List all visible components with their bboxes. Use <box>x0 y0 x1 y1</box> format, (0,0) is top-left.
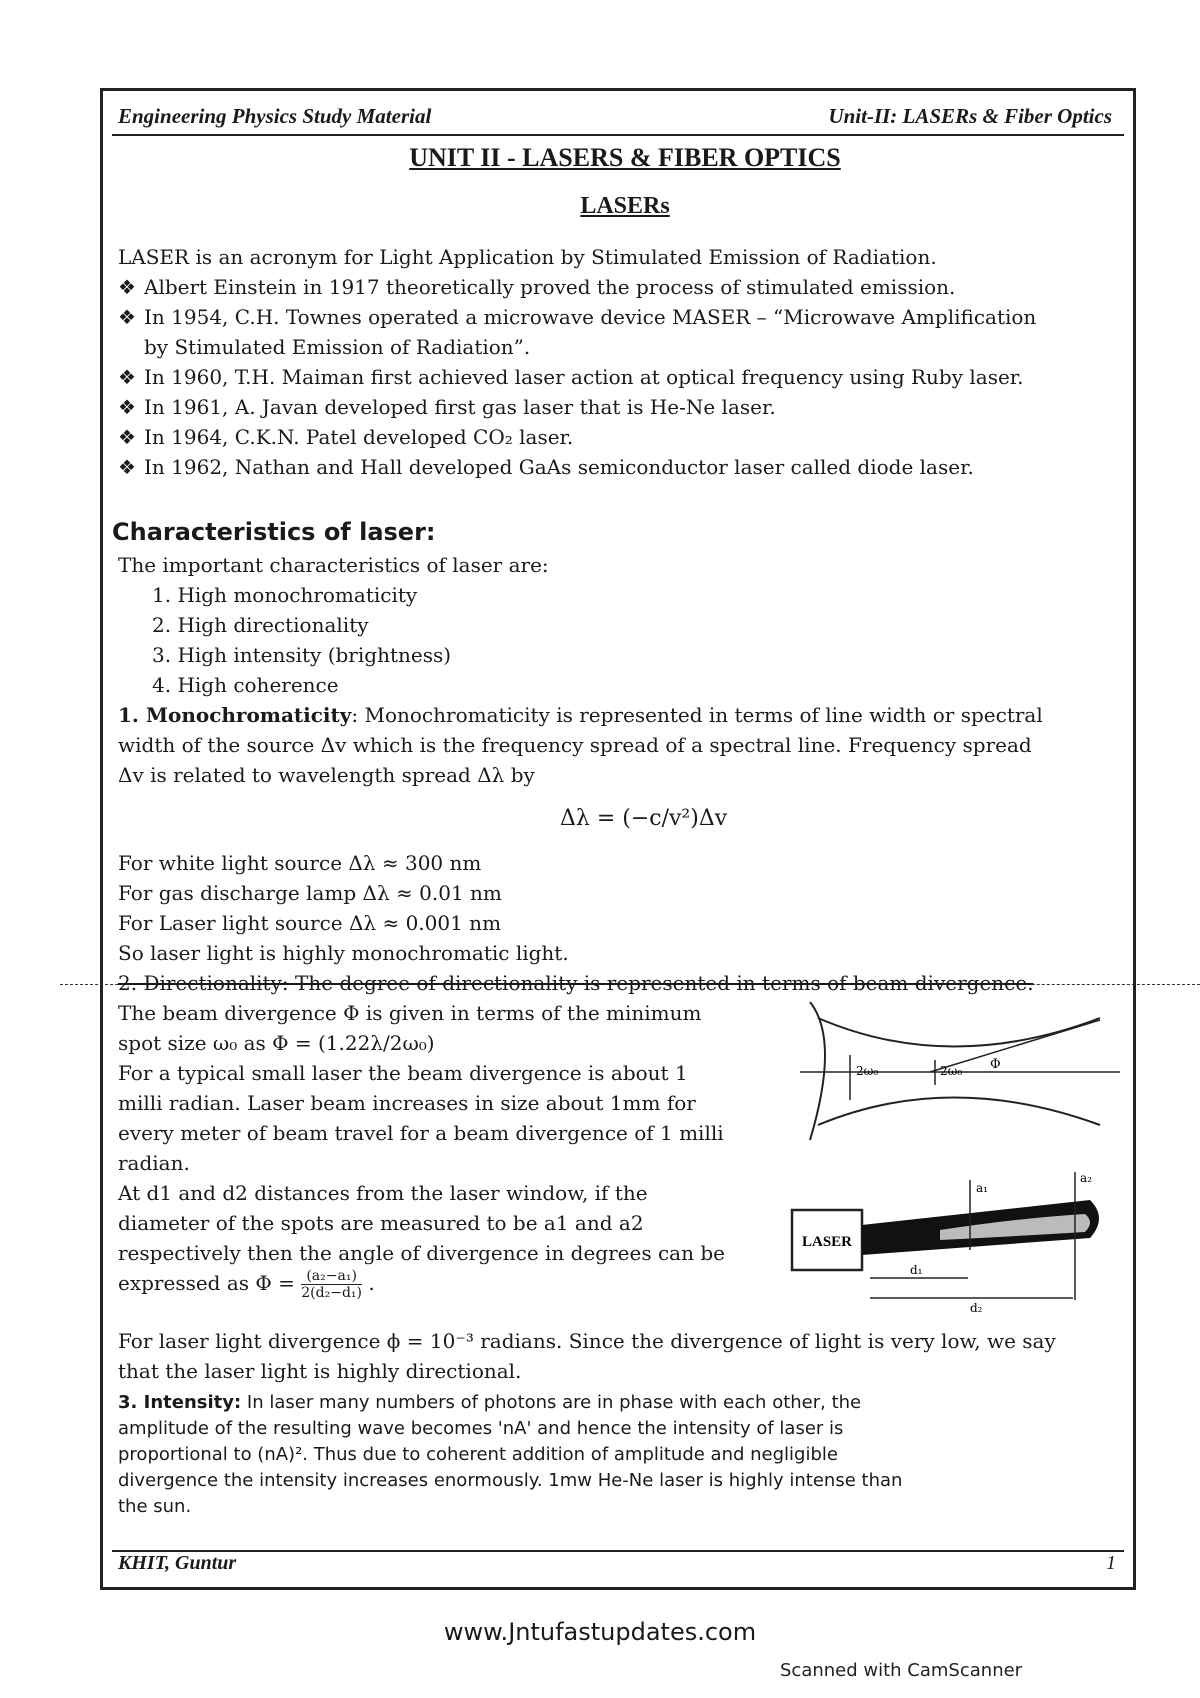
mono-formula: Δλ = (−c/v²)Δv <box>560 806 728 831</box>
divergence-note <box>118 1326 1128 1386</box>
direction-line: For a typical small laser the beam divergence is about 1 <box>118 1061 688 1085</box>
mono-values <box>118 848 1128 968</box>
header-right: Unit-II: LASERs & Fiber Optics <box>828 104 1112 128</box>
a1-label: a₁ <box>976 1181 988 1195</box>
d1-label: d₁ <box>910 1263 923 1277</box>
divergence-expression: expressed as Φ = $\frac{\text{(a₂−a₁)}}{\text{2(d₂−d₁)}}$ . <box>118 1268 375 1301</box>
spot-label: 2ω₀ <box>940 1064 963 1078</box>
bullet-5: ❖ In 1964, C.K.N. Patel developed CO₂ laser. <box>118 422 1128 452</box>
section-title: LASERs <box>580 193 670 219</box>
divergence-angle-label: Φ <box>990 1057 1001 1072</box>
characteristics-heading: Characteristics of laser: <box>112 518 436 546</box>
page-number: 1 <box>1106 1552 1116 1574</box>
characteristics-block <box>118 550 1128 790</box>
bullet-4: ❖ In 1961, A. Javan developed first gas laser that is He-Ne laser. <box>118 392 1128 422</box>
intensity-line: divergence the intensity increases enormously. 1mw He-Ne laser is highly intense than <box>118 1470 903 1491</box>
laser-box-label: LASER <box>802 1234 853 1250</box>
intensity-block <box>118 1390 1128 1520</box>
direction-line: spot size ω₀ as Φ = (1.22λ/2ω₀) <box>118 1031 435 1055</box>
direction-line: The beam divergence Φ is given in terms of the minimum <box>118 1001 702 1025</box>
mono-line-1: 1. Monochromaticity: Monochromaticity is represented in terms of line width or spectral <box>118 703 1043 727</box>
intro-block <box>118 242 1128 482</box>
spot-label: 2ω₀ <box>856 1064 879 1078</box>
beam-divergence-figure <box>800 1000 1120 1160</box>
bullet-2-continued: by Stimulated Emission of Radiation”. <box>144 335 531 359</box>
direction-line: milli radian. Laser beam increases in size about 1mm for <box>118 1091 696 1115</box>
header-left: Engineering Physics Study Material <box>118 104 432 128</box>
scanner-watermark: Scanned with CamScanner <box>780 1660 1023 1681</box>
direction-line: respectively then the angle of divergence in degrees can be <box>118 1241 725 1265</box>
bullet-2: ❖ In 1954, C.H. Townes operated a microwave device MASER – “Microwave Amplification <box>118 302 1128 332</box>
value-line: For Laser light source Δλ ≈ 0.001 nm <box>118 911 502 935</box>
list-item: 2. High directionality <box>152 613 369 637</box>
intensity-label: 3. Intensity: <box>118 1392 242 1413</box>
header-rule <box>112 134 1124 136</box>
list-item: 3. High intensity (brightness) <box>152 643 452 667</box>
value-line: For white light source Δλ ≈ 300 nm <box>118 851 482 875</box>
a2-label: a₂ <box>1080 1171 1092 1185</box>
mono-label: 1. Monochromaticity <box>118 703 352 727</box>
bullet-icon: ❖ <box>118 365 136 389</box>
intensity-line: the sun. <box>118 1496 192 1517</box>
divergence-line: For laser light divergence ϕ = 10⁻³ radians. Since the divergence of light is very low, we say <box>118 1329 1056 1353</box>
bullet-3: ❖ In 1960, T.H. Maiman first achieved laser action at optical frequency using Ruby laser. <box>118 362 1128 392</box>
characteristics-lead: The important characteristics of laser are: <box>118 553 549 577</box>
value-line: So laser light is highly monochromatic light. <box>118 941 569 965</box>
bullet-icon: ❖ <box>118 305 136 329</box>
direction-block <box>118 998 798 1301</box>
direction-line: At d1 and d2 distances from the laser window, if the <box>118 1181 648 1205</box>
footer-left: KHIT, Guntur <box>118 1552 237 1574</box>
intro-line: LASER is an acronym for Light Application by Stimulated Emission of Radiation. <box>118 245 937 269</box>
value-line: For gas discharge lamp Δλ ≈ 0.01 nm <box>118 881 502 905</box>
direction-heading: 2. Directionality: The degree of directionality is represented in terms of beam divergence. <box>118 971 1034 995</box>
direction-line: radian. <box>118 1151 190 1175</box>
list-item: 4. High coherence <box>152 673 339 697</box>
website-link[interactable]: www.Jntufastupdates.com <box>443 1618 757 1646</box>
laser-spot-figure <box>790 1170 1120 1320</box>
bullet-icon: ❖ <box>118 275 136 299</box>
bullet-icon: ❖ <box>118 395 136 419</box>
mono-line-3: Δv is related to wavelength spread Δλ by <box>118 763 535 787</box>
list-item: 1. High monochromaticity <box>152 583 418 607</box>
bullet-icon: ❖ <box>118 455 136 479</box>
unit-title: UNIT II - LASERS & FIBER OPTICS <box>409 143 841 172</box>
divergence-line: that the laser light is highly directional. <box>118 1359 522 1383</box>
intensity-line-1: 3. Intensity: In laser many numbers of photons are in phase with each other, the <box>118 1392 862 1413</box>
direction-line: every meter of beam travel for a beam divergence of 1 milli <box>118 1121 724 1145</box>
intensity-line: amplitude of the resulting wave becomes 'nA' and hence the intensity of laser is <box>118 1418 844 1439</box>
fraction: $\frac{\text{(a₂−a₁)}}{\text{2(d₂−d₁)}}$ <box>301 1268 362 1301</box>
bullet-icon: ❖ <box>118 425 136 449</box>
d2-label: d₂ <box>970 1301 983 1315</box>
direction-line: diameter of the spots are measured to be a1 and a2 <box>118 1211 644 1235</box>
intensity-line: proportional to (nA)². Thus due to coherent addition of amplitude and negligible <box>118 1444 838 1465</box>
bullet-6: ❖ In 1962, Nathan and Hall developed GaAs semiconductor laser called diode laser. <box>118 452 1128 482</box>
bullet-1: ❖ Albert Einstein in 1917 theoretically proved the process of stimulated emission. <box>118 272 1128 302</box>
footer-rule <box>112 1550 1124 1552</box>
mono-line-2: width of the source Δv which is the frequency spread of a spectral line. Frequency spread <box>118 733 1032 757</box>
